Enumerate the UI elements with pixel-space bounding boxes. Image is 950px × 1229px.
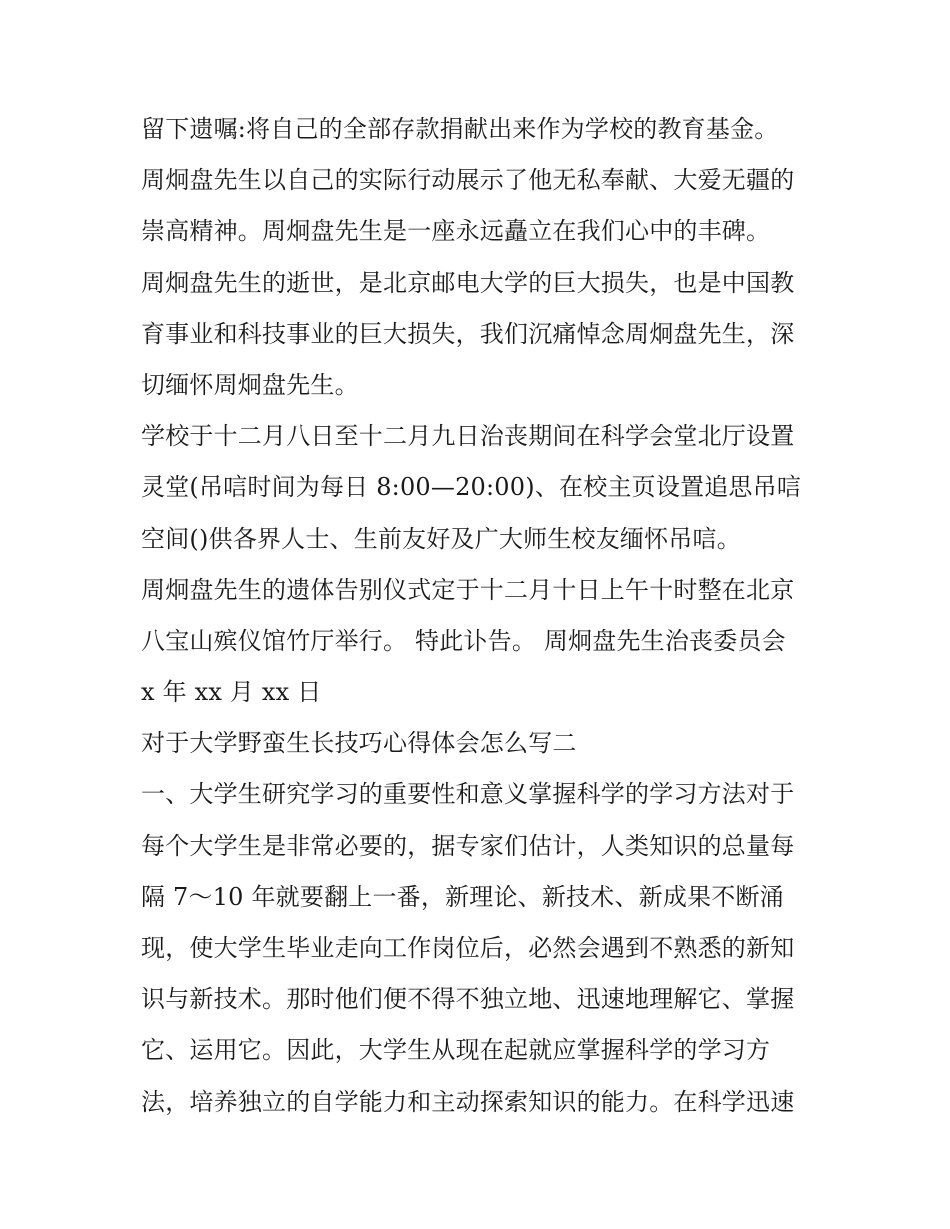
text-line: 现，使大学生毕业走向工作岗位后，必然会遇到不熟悉的新知 [141,934,795,962]
text-line: 每个大学生是非常必要的，据专家们估计，人类知识的总量每 [141,831,795,860]
date-line: x 年 xx 月 xx 日 [141,678,322,707]
text-line: 灵堂(吊唁时间为每日 8:00—20:00)、在校主页设置追思吊唁 [141,473,802,502]
text-line: 周炯盘先生的遗体告别仪式定于十二月十日上午十时整在北京 [141,575,795,604]
text-line: 崇高精神。周炯盘先生是一座永远矗立在我们心中的丰碑。 [141,217,771,246]
text-line: 学校于十二月八日至十二月九日治丧期间在科学会堂北厅设置 [141,422,795,451]
text-line: 识与新技术。那时他们便不得不独立地、迅速地理解它、掌握 [141,985,795,1014]
document-body [141,109,831,1133]
section-heading: 对于大学野蛮生长技巧心得体会怎么写二 [141,729,577,758]
text-line: 周炯盘先生的逝世，是北京邮电大学的巨大损失，也是中国教 [141,268,795,297]
text-line: 周炯盘先生以自己的实际行动展示了他无私奉献、大爱无疆的 [141,166,795,195]
text-line: 切缅怀周炯盘先生。 [141,370,359,399]
text-line: 育事业和科技事业的巨大损失，我们沉痛悼念周炯盘先生，深 [141,319,795,348]
text-line: 留下遗嘱:将自己的全部存款捐献出来作为学校的教育基金。 [141,115,779,143]
text-line: 空间()供各界人士、生前友好及广大师生校友缅怀吊唁。 [141,524,741,553]
text-line: 它、运用它。因此，大学生从现在起就应掌握科学的学习方 [141,1036,771,1065]
text-line: 法，培养独立的自学能力和主动探索知识的能力。在科学迅速 [141,1087,795,1116]
text-line: 一、大学生研究学习的重要性和意义掌握科学的学习方法对于 [141,780,795,809]
text-line: 八宝山殡仪馆竹厅举行。 特此讣告。 周炯盘先生治丧委员会 [141,626,786,655]
text-line: 隔 7～10 年就要翻上一番，新理论、新技术、新成果不断涌 [141,882,784,911]
